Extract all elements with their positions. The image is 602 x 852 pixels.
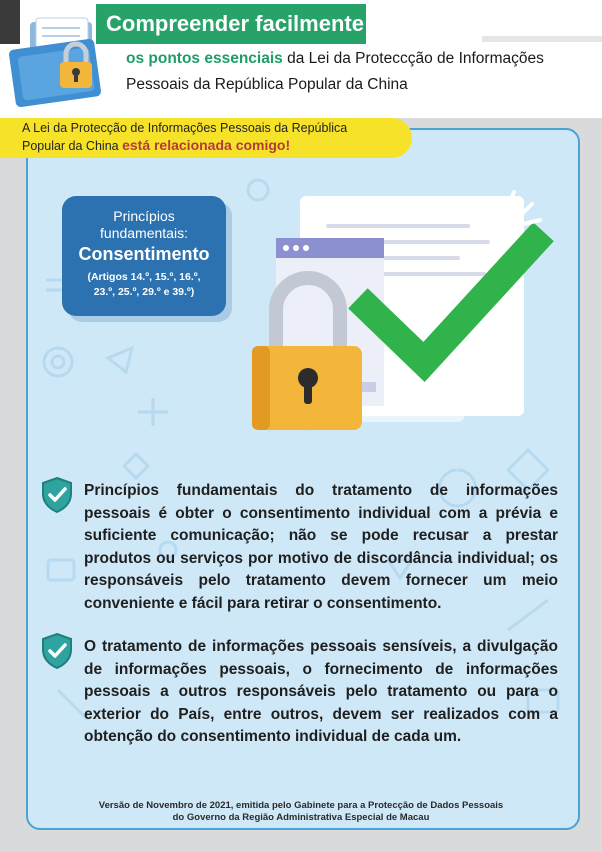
bullet-text-2: O tratamento de informações pessoais sensíveis, a divulgação de informações pessoais, o fornecimento de informações pessoais a outros responsáveis pelo tratamento ou para o exterior do País, entre outros, devem ser realizados com a obtenção do consentimento individual de cada um.	[84, 638, 558, 745]
bubble-line2: fundamentais:	[100, 225, 188, 241]
subtitle-line1-rest: da Lei da Proteccção de Informações	[282, 50, 544, 67]
subtitle-line2: Pessoais da República Popular da China	[126, 76, 408, 93]
subtitle-highlight: os pontos essenciais	[126, 50, 283, 67]
bullet-text-1: Princípios fundamentais do tratamento de informações pessoais é obter o consentimento individual com a prévia e suficiente comunicação; não se pode recusar a prestar produtos ou serviços por motivo de discordância individual; os responsáveis pelo tratamento devem fornecer um meio conveniente e fácil para retirar o consentimento.	[84, 482, 558, 612]
consent-bubble	[62, 196, 226, 316]
bubble-line1: Princípios	[113, 208, 175, 224]
bubble-keyword: Consentimento	[78, 244, 210, 264]
footer-line1: Versão de Novembro de 2021, emitida pelo Gabinete para a Protecção de Dados Pessoais	[98, 800, 504, 811]
page-title: Compreender facilmente	[96, 4, 366, 44]
bubble-articles-line2: 23.º, 25.º, 29.º e 39.º)	[93, 286, 195, 298]
footer	[0, 800, 602, 824]
bubble-articles-line1: (Artigos 14.º, 15.º, 16.º,	[87, 271, 201, 283]
banner-line1: A Lei da Protecção de Informações Pessoais da República	[22, 121, 348, 135]
bubble-articles	[62, 270, 226, 300]
banner-line2-normal: Popular da China	[22, 139, 123, 153]
subtitle-line1	[126, 50, 544, 68]
banner-line2-bold: está relacionada comigo!	[122, 137, 291, 153]
shield-check-icon	[40, 632, 74, 670]
folder-lock-icon	[8, 14, 120, 110]
bubble-heading	[62, 208, 226, 242]
header	[0, 0, 602, 118]
footer-line2: do Governo da Região Administrativa Especial de Macau	[172, 812, 430, 823]
banner-line2	[22, 137, 290, 153]
shield-check-icon	[40, 476, 74, 514]
top-tab	[482, 0, 602, 42]
